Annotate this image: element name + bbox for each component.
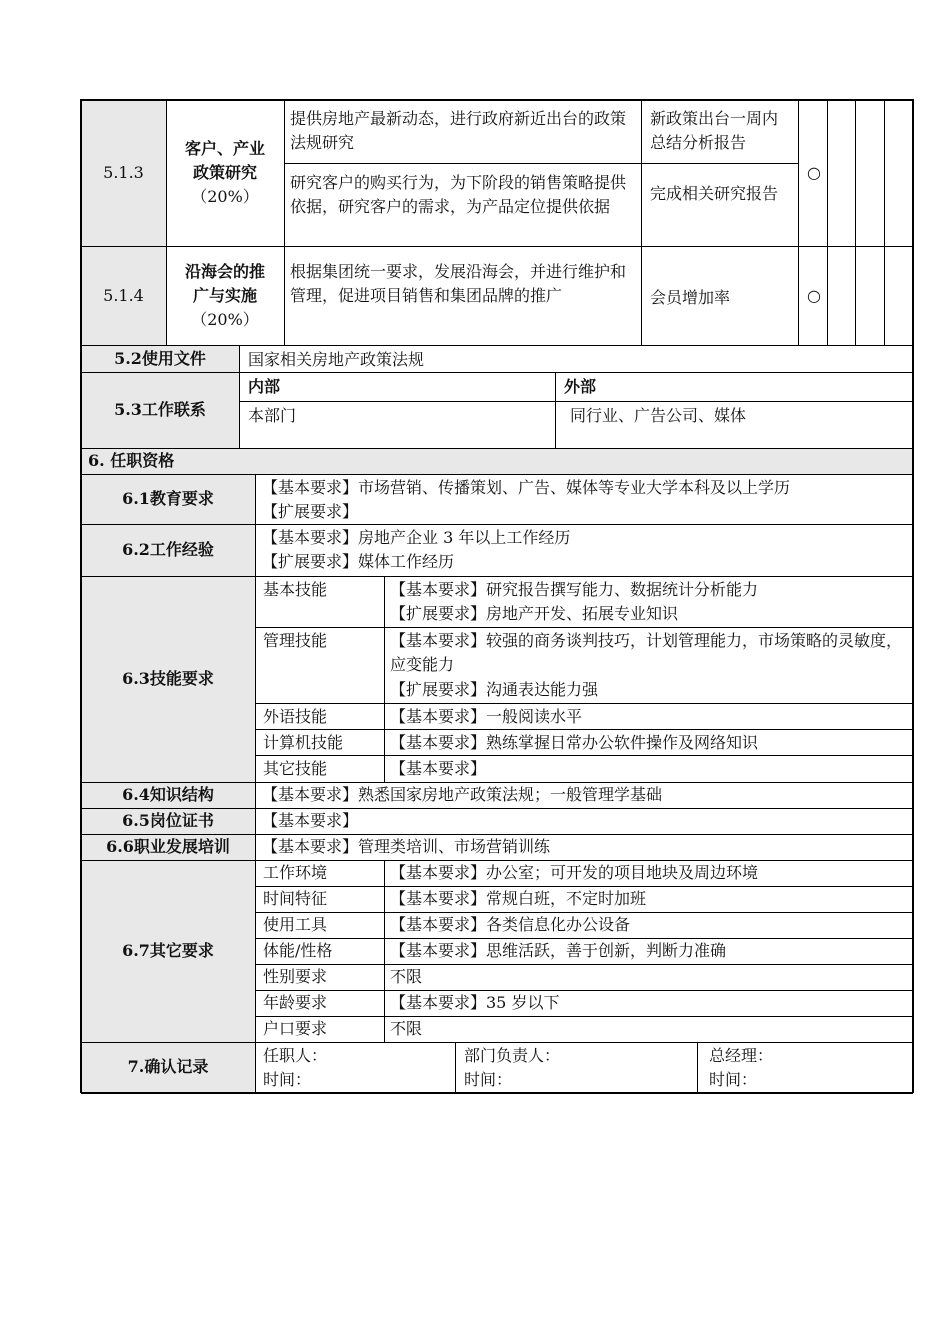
other-label: 6.7其它要求 (122, 941, 214, 960)
row-weight: （20%） (191, 309, 259, 329)
cert-label: 6.5岗位证书 (122, 811, 214, 830)
grid-line (81, 246, 913, 247)
dept-head-sign[interactable]: 部门负责人： (464, 1046, 561, 1065)
grid-line (384, 576, 385, 782)
skill-name: 外语技能 (263, 707, 328, 726)
grid-line (166, 99, 167, 345)
knowledge-value: 【基本要求】熟悉国家房地产政策法规；一般管理学基础 (262, 785, 663, 804)
skill-req: 【基本要求】 (390, 759, 487, 778)
grid-line (255, 627, 913, 628)
skill-name: 计算机技能 (263, 733, 344, 752)
other-value: 【基本要求】办公室；可开发的项目地块及周边环境 (390, 863, 759, 882)
skill-req: 【基本要求】一般阅读水平 (390, 707, 583, 726)
skill-ext: 【扩展要求】房地产开发、拓展专业知识 (390, 604, 679, 623)
grid-line (555, 372, 556, 448)
contact-label: 5.3工作联系 (114, 400, 206, 419)
row-name-line1: 沿海会的推 (184, 261, 265, 281)
grid-line (81, 834, 913, 835)
grid-line (81, 860, 913, 861)
edu-basic: 【基本要求】市场营销、传播策划、广告、媒体等专业大学本科及以上学历 (262, 478, 791, 497)
external-value: 同行业、广告公司、媒体 (570, 406, 747, 425)
check-mark: ○ (807, 162, 821, 182)
exp-basic: 【基本要求】房地产企业 3 年以上工作经历 (262, 528, 571, 547)
row-name-5-1-4 (166, 246, 284, 345)
grid-line (255, 703, 913, 704)
grid-line (81, 372, 913, 373)
grid-line (81, 524, 913, 525)
skill-name: 基本技能 (263, 580, 328, 599)
grid-line (255, 990, 913, 991)
gm-time[interactable]: 时间： (709, 1070, 758, 1089)
grid-line (284, 163, 798, 164)
grid-line (239, 401, 913, 402)
grid-line (81, 99, 913, 101)
training-label: 6.6职业发展培训 (106, 837, 230, 856)
row-name-line1: 客户、产业 (184, 138, 265, 158)
grid-line (255, 729, 913, 730)
gm-sign[interactable]: 总经理： (709, 1046, 774, 1065)
grid-line (80, 99, 82, 1093)
skill-name: 管理技能 (263, 631, 328, 650)
task-text: 提供房地产最新动态，进行政府新近出台的政策法规研究 (290, 109, 627, 152)
grid-line (912, 99, 914, 1093)
other-value: 【基本要求】思维活跃，善于创新，判断力准确 (390, 941, 727, 960)
other-name: 年龄要求 (263, 993, 328, 1012)
cert-value: 【基本要求】 (262, 811, 359, 830)
grid-line (641, 99, 642, 345)
skill-req: 【基本要求】研究报告撰写能力、数据统计分析能力 (390, 580, 759, 599)
other-name: 性别要求 (263, 967, 328, 986)
grid-line (81, 576, 913, 577)
skill-label: 6.3技能要求 (122, 669, 214, 688)
result-text: 完成相关研究报告 (650, 184, 779, 203)
edu-label: 6.1教育要求 (122, 489, 214, 508)
section-6-title: 6. 任职资格 (88, 451, 175, 470)
skill-ext: 【扩展要求】沟通表达能力强 (390, 680, 599, 699)
row-name-line2: 政策研究 (192, 162, 257, 182)
other-value: 不限 (390, 1019, 423, 1038)
row-name-line2: 广与实施 (192, 285, 257, 305)
grid-line (81, 782, 913, 783)
grid-line (697, 1042, 698, 1092)
other-name: 使用工具 (263, 915, 328, 934)
grid-line (81, 1092, 913, 1094)
grid-line (255, 912, 913, 913)
skill-name: 其它技能 (263, 759, 328, 778)
other-name: 户口要求 (263, 1019, 328, 1038)
internal-label: 内部 (248, 377, 281, 396)
grid-line (255, 964, 913, 965)
grid-line (827, 99, 828, 345)
grid-line (384, 860, 385, 1042)
row-code-5-1-3: 5.1.3 (103, 162, 144, 182)
grid-line (255, 938, 913, 939)
result-text: 会员增加率 (650, 288, 731, 307)
holder-time[interactable]: 时间： (263, 1070, 312, 1089)
grid-line (798, 99, 799, 345)
grid-line (81, 1042, 913, 1043)
other-value: 【基本要求】各类信息化办公设备 (390, 915, 631, 934)
other-name: 体能/性格 (263, 941, 333, 960)
grid-line (284, 99, 285, 345)
confirm-label: 7.确认记录 (127, 1057, 209, 1076)
other-value: 【基本要求】常规白班，不定时加班 (390, 889, 647, 908)
edu-ext: 【扩展要求】 (262, 502, 359, 521)
holder-sign[interactable]: 任职人： (263, 1046, 328, 1065)
grid-line (255, 1016, 913, 1017)
internal-value: 本部门 (248, 406, 297, 425)
other-name: 工作环境 (263, 863, 328, 882)
exp-ext: 【扩展要求】媒体工作经历 (262, 552, 455, 571)
other-value: 不限 (390, 967, 423, 986)
training-value: 【基本要求】管理类培训、市场营销训练 (262, 837, 551, 856)
grid-line (255, 474, 256, 1092)
grid-line (81, 474, 913, 475)
other-name: 时间特征 (263, 889, 328, 908)
grid-line (255, 755, 913, 756)
docs-label: 5.2使用文件 (114, 348, 206, 368)
knowledge-label: 6.4知识结构 (122, 785, 214, 804)
grid-line (81, 345, 913, 346)
docs-value: 国家相关房地产政策法规 (248, 350, 425, 369)
exp-label: 6.2工作经验 (122, 540, 214, 559)
grid-line (81, 448, 913, 449)
check-mark: ○ (807, 285, 821, 305)
row-name-5-1-3 (166, 99, 284, 246)
other-value: 【基本要求】35 岁以下 (390, 993, 560, 1012)
grid-line (81, 808, 913, 809)
grid-line (239, 345, 240, 448)
task-text: 研究客户的购买行为，为下阶段的销售策略提供依据，研究客户的需求，为产品定位提供依据 (290, 173, 627, 216)
dept-head-time[interactable]: 时间： (464, 1070, 513, 1089)
external-label: 外部 (564, 377, 597, 396)
row-weight: （20%） (191, 186, 259, 206)
row-code-5-1-4: 5.1.4 (103, 285, 144, 305)
grid-line (855, 99, 856, 345)
grid-line (884, 99, 885, 345)
skill-req: 【基本要求】较强的商务谈判技巧，计划管理能力，市场策略的灵敏度，应变能力 (390, 631, 903, 674)
result-text: 新政策出台一周内总结分析报告 (650, 109, 779, 152)
skill-req: 【基本要求】熟练掌握日常办公软件操作及网络知识 (390, 733, 759, 752)
grid-line (455, 1042, 456, 1092)
grid-line (255, 886, 913, 887)
task-text: 根据集团统一要求，发展沿海会，并进行维护和管理，促进项目销售和集团品牌的推广 (290, 262, 627, 305)
